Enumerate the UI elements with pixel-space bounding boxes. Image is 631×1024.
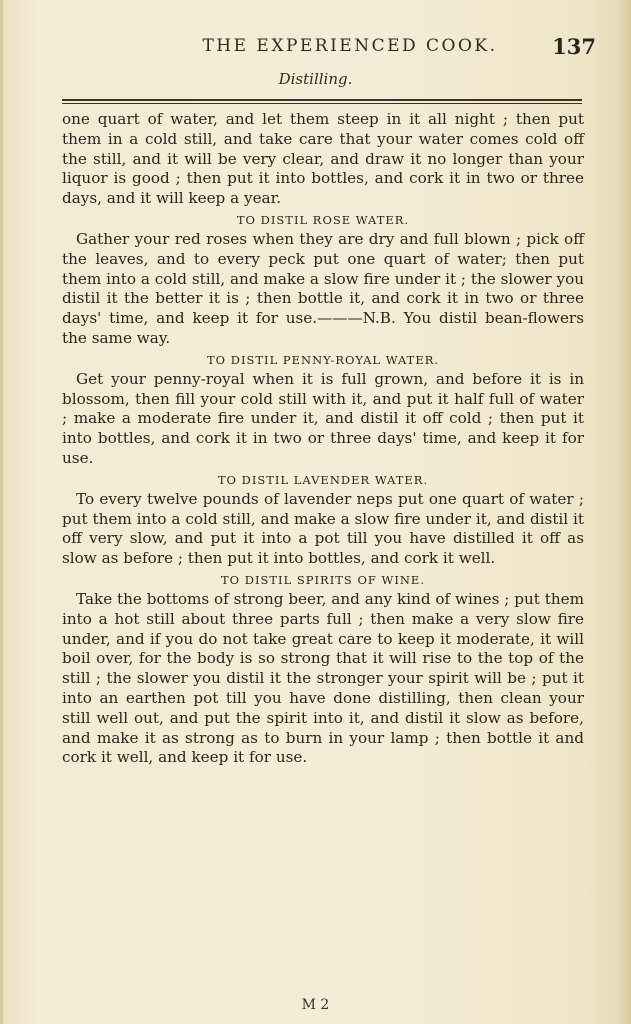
recipe-heading: TO DISTIL ROSE WATER.: [236, 212, 410, 227]
page-number: 137: [552, 34, 596, 59]
recipe-paragraph: Take the bottoms of strong beer, and any kind of wines ; put them into a hot still about three parts full ; then make a very slow fire under, and if you do not take great care to keep it moderate, it will boil over, for the body is so strong that it will rise to the top of the still ; the slower you distil it the stronger your spirit will be ; put it into an earthen pot till you have done distilling, then clean your still well out, and put the spirit into it, and distil it slow as before, and make it as strong as to burn in your lamp ; then bottle it and cork it well, and keep it for use.: [62, 589, 584, 767]
section-head: Distilling.: [278, 70, 353, 88]
recipe-heading: TO DISTIL SPIRITS OF WINE.: [220, 572, 425, 587]
recipe-paragraph: To every twelve pounds of lavender neps put one quart of water ; put them into a cold still, and make a slow fire under it, and distil it off very slow, and put it into a pot till you have distilled it off as slow as before ; then put it into bottles, and cork it well.: [62, 489, 584, 568]
recipe-heading: TO DISTIL PENNY-ROYAL WATER.: [206, 352, 440, 367]
page-right-edge: [617, 0, 631, 1024]
running-head-title: THE EXPERIENCED COOK.: [202, 36, 498, 56]
running-head: [60, 34, 600, 60]
recipe-heading: TO DISTIL LAVENDER WATER.: [217, 472, 429, 487]
recipe-paragraph: one quart of water, and let them steep in it all night ; then put them in a cold still, and take care that your water comes cold off the still, and it will be very clear, and draw it no longer than your liquor is good ; then put it into bottles, and cork it in two or three days, and it will keep a year.: [62, 110, 584, 208]
double-rule-bottom: [62, 103, 582, 104]
double-rule-top: [62, 99, 582, 101]
page-left-edge: [0, 0, 3, 1024]
signature-mark: M 2: [301, 997, 330, 1013]
body-text: [62, 110, 584, 768]
recipe-paragraph: Get your penny-royal when it is full grown, and before it is in blossom, then fill your cold still with it, and put it half full of water ; make a moderate fire under it, and distil it off cold ; then put it into bottles, and cork it in two or three days' time, and keep it for use.: [62, 369, 584, 467]
recipe-paragraph: Gather your red roses when they are dry and full blown ; pick off the leaves, and to every peck put one quart of water; then put them into a cold still, and make a slow fire under it ; the slower you distil it the better it is ; then bottle it, and cork it in two or three days' time, and keep it for use.———N.B. You distil bean-flowers the same way.: [62, 229, 584, 347]
